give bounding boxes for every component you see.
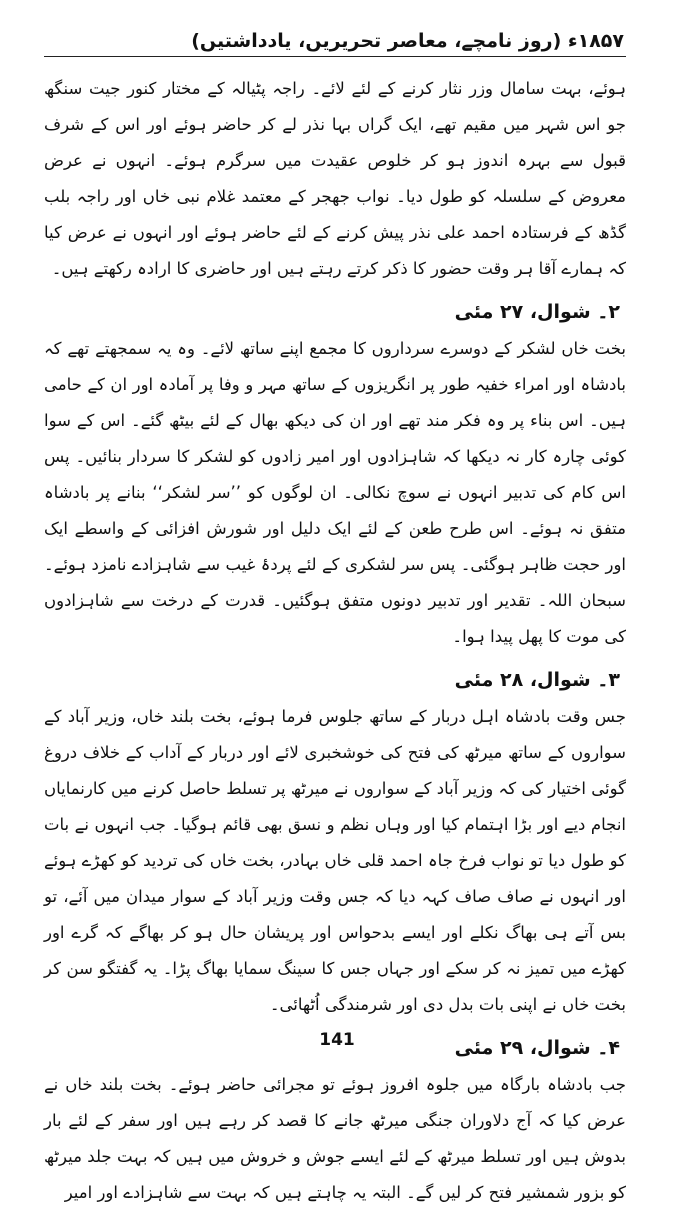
paragraph: جس وقت بادشاہ اہل دربار کے ساتھ جلوس فرما ہوئے، بخت بلند خاں، وزیر آباد کے سواروں کے ساتھ میرٹھ کی فتح کی خوشخبری لائے اور دربار کے آداب کے خلاف دروغ گوئی اختیار کی کہ وزیر آباد کے سواروں نے میرٹھ پر تسلط حاصل کرنے میں کارنمایاں انجام دیے اور بڑا اہتمام کیا اور وہاں نظم و نسق بھی قائم ہوگیا۔ جب انہوں نے بات کو طول دیا تو نواب فرخ جاہ احمد قلی خاں بہادر، بخت خاں کی تردید کو کھڑے ہوئے اور انہوں نے صاف صاف کہہ دیا کہ جس وقت وزیر آباد کے سوار میدان میں آئے، تو بس آتے ہی بھاگ نکلے اور ایسے بدحواس اور پریشان حال ہو کر بھاگے کہ گرے اور کھڑے میں تمیز نہ کر سکے اور جہاں جس کا سینگ سمایا بھاگ پڑا۔ یہ گفتگو سن کر بخت خاں نے اپنی بات بدل دی اور شرمندگی اُٹھائی۔ — [44, 707, 626, 1014]
paragraph: بخت خاں لشکر کے دوسرے سرداروں کا مجمع اپنے ساتھ لائے۔ وہ یہ سمجھتے تھے کہ بادشاہ اور امراء خفیہ طور پر انگریزوں کے ساتھ مہر و وفا پر آمادہ اور ان کے حامی ہیں۔ اس بناء پر وہ فکر مند تھے اور ان کی دیکھ بھال کے لئے بیٹھ گئے۔ اس کے سوا کوئی چارہ کار نہ دیکھا کہ شاہزادوں اور امیر زادوں کو لشکر کا سردار بنائیں۔ پس اس کام کی تدبیر انہوں نے سوچ نکالی۔ ان لوگوں کو ’’سر لشکر‘‘ بنانے پر بادشاہ متفق نہ ہوئے۔ اس طرح طعن کے لئے ایک دلیل اور شورش افزائی کے واسطے ایک اور حجت ظاہر ہوگئی۔ پس سر لشکری کے لئے پردۂ غیب سے شاہزادے نامزد ہوئے۔ سبحان اللہ۔ تقدیر اور تدبیر دونوں متفق ہوگئیں۔ قدرت کے درخت سے شاہزادوں کی موت کا پھل پیدا ہوا۔ — [44, 339, 626, 646]
date-heading: ۳۔ شوال، ۲۸ مئی — [454, 669, 620, 691]
paragraph: جب بادشاہ بارگاہ میں جلوہ افروز ہوئے تو مجرائی حاضر ہوئے۔ بخت بلند خاں نے عرض کیا کہ آج دلاوران جنگی میرٹھ جانے کا قصد کر رہے ہیں اور سفر کے لئے بار بدوش ہیں اور تسلط میرٹھ کے لئے ایسے جوش و خروش میں ہیں کہ بہت جلد میرٹھ کو بزور شمشیر فتح کر لیں گے۔ البتہ یہ چاہتے ہیں کہ بہت سے شاہزادے اور امیر — [44, 1075, 626, 1202]
section-4-shawwal — [44, 1037, 626, 1211]
section-3-shawwal — [44, 669, 626, 1023]
date-heading: ۲۔ شوال، ۲۷ مئی — [454, 301, 620, 323]
date-heading: ۴۔ شوال، ۲۹ مئی — [454, 1037, 620, 1059]
section-intro — [44, 71, 626, 287]
running-header: ۱۸۵۷ء (روز نامچے، معاصر تحریریں، یادداشتیں) — [191, 30, 624, 52]
header-rule — [44, 56, 626, 57]
page-number: 141 — [319, 1030, 355, 1050]
paragraph: ہوئے، بہت سامال وزر نثار کرنے کے لئے لائے۔ راجہ پٹیالہ کے مختار کنور جیت سنگھ جو اس شہر میں مقیم تھے، ایک گراں بہا نذر لے کر حاضر ہوئے اور اس کے شرف قبول سے بہرہ اندوز ہو کر خلوص عقیدت میں سرگرم ہوئے۔ انہوں نے عرض معروض کے سلسلہ کو طول دیا۔ نواب جھجر کے معتمد غلام نبی خاں اور راجہ بلب گڈھ کے فرستادہ احمد علی نذر پیش کرنے کے لئے حاضر ہوئے اور انہوں نے عرض کیا کہ ہمارے آقا ہر وقت حضور کا ذکر کرتے رہتے ہیں اور حاضری کا ارادہ رکھتے ہیں۔ — [44, 79, 626, 278]
section-2-shawwal — [44, 301, 626, 655]
